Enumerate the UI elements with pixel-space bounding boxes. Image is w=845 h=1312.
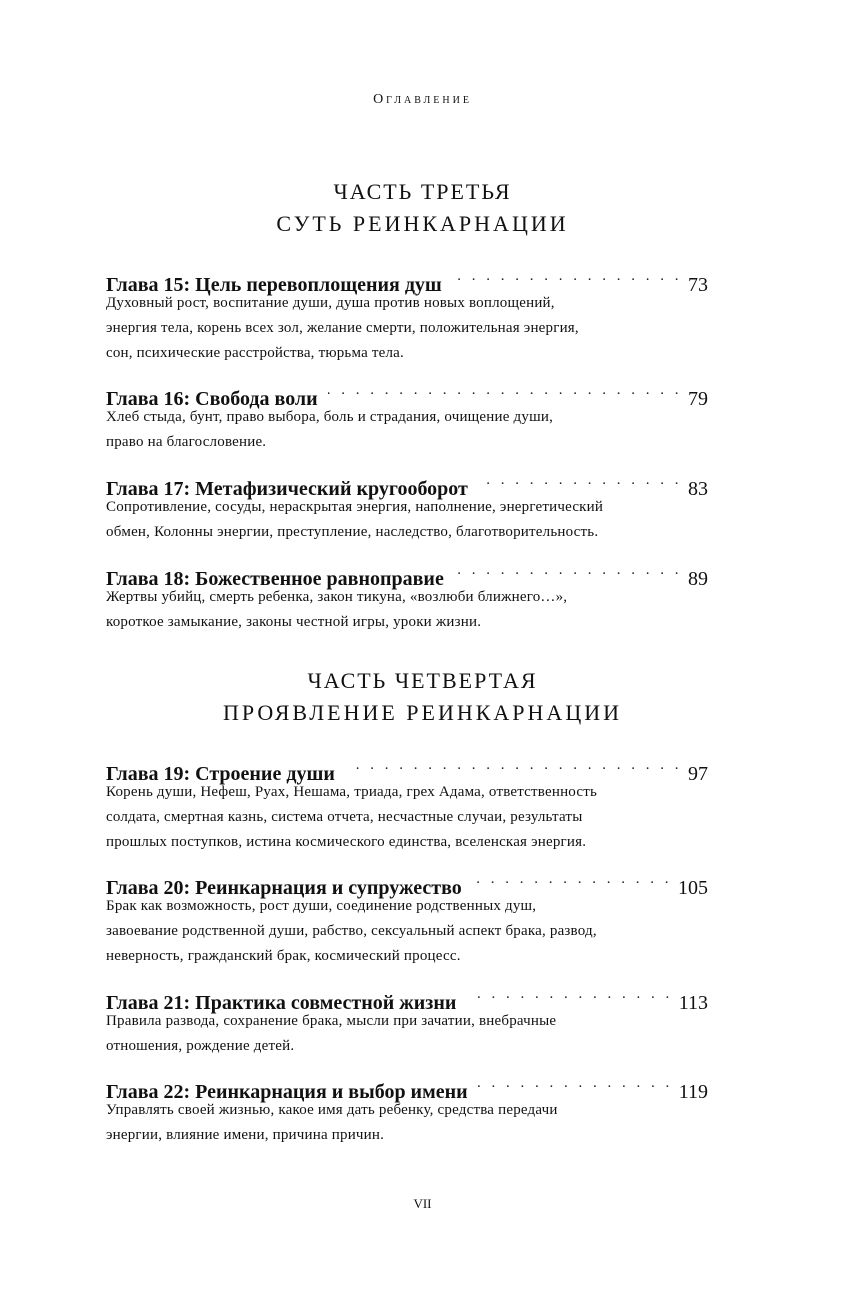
description-line: сон, психические расстройства, тюрьма тела. (106, 345, 404, 361)
chapter-title: Глава 22: Реинкарнация и выбор имени (106, 1081, 468, 1103)
chapter-description (106, 894, 708, 969)
description-line: энергия тела, корень всех зол, желание смерти, положительная энергия, (106, 320, 579, 336)
toc-entry-chapter-20[interactable] (106, 864, 708, 969)
chapter-title: Глава 17: Метафизический кругооборот (106, 478, 468, 500)
page-number: 113 (678, 992, 708, 1014)
part-three-heading (0, 176, 845, 240)
chapter-description (106, 585, 708, 635)
part-title: ПРОЯВЛЕНИЕ РЕИНКАРНАЦИИ (223, 700, 622, 725)
chapter-description (106, 1009, 708, 1059)
description-line: прошлых поступков, истина космического единства, вселенская энергия. (106, 834, 587, 850)
running-head (0, 92, 845, 108)
part-title: СУТЬ РЕИНКАРНАЦИИ (276, 211, 569, 236)
page-number: 97 (688, 763, 708, 785)
part-label: ЧАСТЬ ТРЕТЬЯ (333, 179, 512, 204)
page-number: 119 (678, 1081, 708, 1103)
dot-leader (478, 465, 682, 495)
dot-leader (452, 261, 682, 291)
part-label: ЧАСТЬ ЧЕТВЕРТАЯ (307, 668, 538, 693)
description-line: Сопротивление, сосуды, нераскрытая энергия, наполнение, энергетический (106, 499, 604, 515)
chapter-title: Глава 19: Строение души (106, 763, 335, 785)
chapter-heading (106, 555, 708, 590)
toc-entry-chapter-17[interactable] (106, 465, 708, 545)
toc-entry-chapter-21[interactable] (106, 979, 708, 1059)
description-line: отношения, рождение детей. (106, 1038, 295, 1054)
description-line: Брак как возможность, рост души, соединение родственных душ, (106, 898, 537, 914)
chapter-description (106, 405, 708, 455)
page-number: 89 (688, 568, 708, 590)
chapter-heading (106, 261, 708, 296)
chapter-description (106, 495, 708, 545)
chapter-description (106, 291, 708, 366)
chapter-heading (106, 979, 708, 1014)
part-four-heading (0, 665, 845, 729)
description-line: Духовный рост, воспитание души, душа против новых воплощений, (106, 295, 555, 311)
description-line: Жертвы убийц, смерть ребенка, закон тикуна, «возлюби ближнего…», (106, 589, 568, 605)
description-line: энергии, влияние имени, причина причин. (106, 1127, 385, 1143)
dot-leader (454, 555, 682, 585)
description-line: обмен, Колонны энергии, преступление, наследство, благотворительность. (106, 524, 599, 540)
toc-entry-chapter-16[interactable] (106, 375, 708, 455)
chapter-heading (106, 1068, 708, 1103)
dot-leader (328, 375, 682, 405)
chapter-heading (106, 375, 708, 410)
chapter-title: Глава 18: Божественное равноправие (106, 568, 444, 590)
chapter-heading (106, 465, 708, 500)
chapter-description (106, 1098, 708, 1148)
dot-leader (478, 1068, 673, 1098)
dot-leader (466, 979, 672, 1009)
dot-leader (345, 750, 682, 780)
toc-entry-chapter-18[interactable] (106, 555, 708, 635)
description-line: Корень души, Нефеш, Руах, Нешама, триада, грех Адама, ответственность (106, 784, 598, 800)
chapter-title: Глава 21: Практика совместной жизни (106, 992, 457, 1014)
description-line: Правила развода, сохранение брака, мысли при зачатии, внебрачные (106, 1013, 557, 1029)
chapter-heading (106, 750, 708, 785)
page-number: 73 (688, 274, 708, 296)
description-line: солдата, смертная казнь, система отчета, несчастные случаи, результаты (106, 809, 583, 825)
chapter-title: Глава 20: Реинкарнация и супружество (106, 877, 462, 899)
chapter-heading (106, 864, 708, 899)
description-line: короткое замыкание, законы честной игры, уроки жизни. (106, 614, 482, 630)
chapter-title: Глава 16: Свобода воли (106, 388, 318, 410)
description-line: завоевание родственной души, рабство, сексуальный аспект брака, развод, (106, 923, 597, 939)
chapter-title: Глава 15: Цель перевоплощения душ (106, 274, 442, 296)
toc-entry-chapter-15[interactable] (106, 261, 708, 366)
toc-entry-chapter-22[interactable] (106, 1068, 708, 1148)
description-line: Управлять своей жизнью, какое имя дать ребенку, средства передачи (106, 1102, 558, 1118)
description-line: неверность, гражданский брак, космический процесс. (106, 948, 461, 964)
chapter-description (106, 780, 708, 855)
page-number: 83 (688, 478, 708, 500)
running-head-text: Оглавление (373, 92, 472, 107)
dot-leader (472, 864, 672, 894)
description-line: Хлеб стыда, бунт, право выбора, боль и страдания, очищение души, (106, 409, 554, 425)
page-folio: VII (413, 1196, 432, 1211)
page-number: 105 (678, 877, 708, 899)
description-line: право на благословение. (106, 434, 267, 450)
toc-entry-chapter-19[interactable] (106, 750, 708, 855)
page-number: 79 (688, 388, 708, 410)
